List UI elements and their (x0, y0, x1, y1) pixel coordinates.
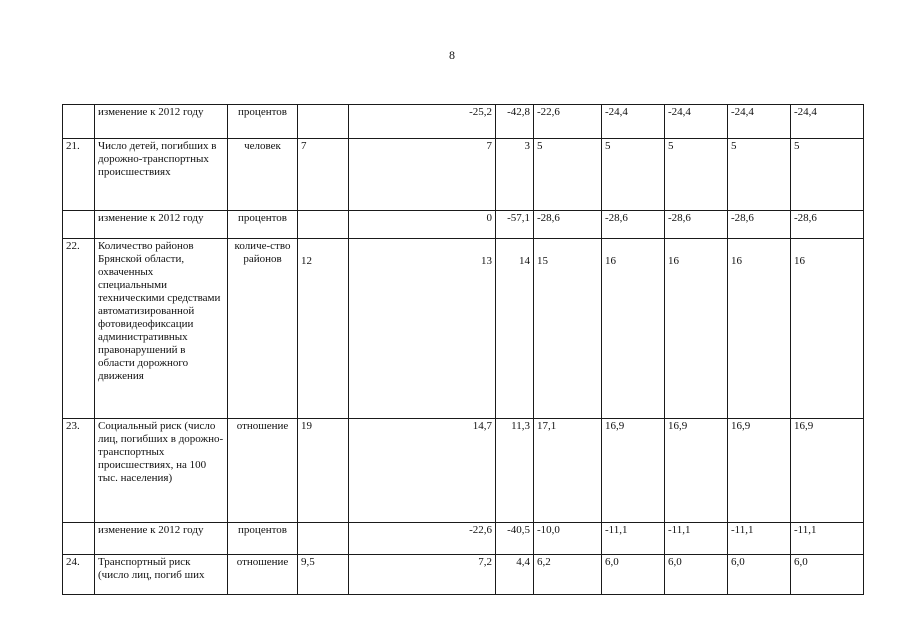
indicators-table (62, 104, 864, 595)
unit-cell: количе-ство районов (228, 239, 298, 419)
value-cell-5: 16,9 (602, 419, 665, 523)
table-row (63, 523, 864, 555)
row-number: 22. (63, 239, 95, 419)
value-cell-7: -11,1 (728, 523, 791, 555)
value-cell-4: 15 (534, 239, 602, 419)
row-number (63, 211, 95, 239)
value-cell-2: 0 (349, 211, 496, 239)
value-cell-7: 16 (728, 239, 791, 419)
row-number: 23. (63, 419, 95, 523)
unit-cell: процентов (228, 211, 298, 239)
value-cell-3: -57,1 (496, 211, 534, 239)
indicator-label: изменение к 2012 году (95, 211, 228, 239)
unit-cell: отношение (228, 419, 298, 523)
value-cell-6: -11,1 (665, 523, 728, 555)
value-cell-5: -11,1 (602, 523, 665, 555)
value-cell-1: 9,5 (298, 555, 349, 595)
value-cell-6: 16,9 (665, 419, 728, 523)
value-cell-8: 16,9 (791, 419, 864, 523)
row-number (63, 523, 95, 555)
table-row (63, 105, 864, 139)
value-cell-8: -24,4 (791, 105, 864, 139)
value-cell-4: -28,6 (534, 211, 602, 239)
value-cell-4: 5 (534, 139, 602, 211)
value-cell-4: 6,2 (534, 555, 602, 595)
value-cell-6: 6,0 (665, 555, 728, 595)
row-number: 24. (63, 555, 95, 595)
value-cell-8: -28,6 (791, 211, 864, 239)
value-cell-2: -25,2 (349, 105, 496, 139)
value-cell-2: -22,6 (349, 523, 496, 555)
table-row (63, 239, 864, 419)
value-cell-8: 6,0 (791, 555, 864, 595)
indicator-label: Транспортный риск (число лиц, погиб ших (95, 555, 228, 595)
unit-cell: процентов (228, 523, 298, 555)
value-cell-3: -40,5 (496, 523, 534, 555)
value-cell-3: 4,4 (496, 555, 534, 595)
value-cell-7: -24,4 (728, 105, 791, 139)
value-cell-2: 13 (349, 239, 496, 419)
value-cell-6: 16 (665, 239, 728, 419)
value-cell-5: 6,0 (602, 555, 665, 595)
value-cell-1: 19 (298, 419, 349, 523)
unit-cell: процентов (228, 105, 298, 139)
value-cell-2: 14,7 (349, 419, 496, 523)
value-cell-6: 5 (665, 139, 728, 211)
value-cell-7: 16,9 (728, 419, 791, 523)
value-cell-8: 16 (791, 239, 864, 419)
indicator-label: Количество районов Брянской области, охваченных специальными техническими средствами автоматизированной фотовидеофиксации административных правонарушений в области дорожного движения (95, 239, 228, 419)
value-cell-7: 5 (728, 139, 791, 211)
value-cell-3: 11,3 (496, 419, 534, 523)
value-cell-1 (298, 211, 349, 239)
table-row (63, 555, 864, 595)
page-number: 8 (449, 48, 455, 62)
value-cell-4: -10,0 (534, 523, 602, 555)
indicator-label: изменение к 2012 году (95, 523, 228, 555)
value-cell-5: 16 (602, 239, 665, 419)
value-cell-1: 7 (298, 139, 349, 211)
unit-cell: человек (228, 139, 298, 211)
value-cell-1 (298, 105, 349, 139)
value-cell-8: -11,1 (791, 523, 864, 555)
unit-cell: отношение (228, 555, 298, 595)
indicator-label: Число детей, погибших в дорожно-транспортных происшествиях (95, 139, 228, 211)
value-cell-5: 5 (602, 139, 665, 211)
table-row (63, 419, 864, 523)
value-cell-5: -28,6 (602, 211, 665, 239)
value-cell-7: -28,6 (728, 211, 791, 239)
value-cell-1 (298, 523, 349, 555)
value-cell-7: 6,0 (728, 555, 791, 595)
value-cell-3: 3 (496, 139, 534, 211)
value-cell-2: 7 (349, 139, 496, 211)
row-number (63, 105, 95, 139)
value-cell-5: -24,4 (602, 105, 665, 139)
row-number: 21. (63, 139, 95, 211)
table-row (63, 139, 864, 211)
value-cell-8: 5 (791, 139, 864, 211)
value-cell-4: 17,1 (534, 419, 602, 523)
value-cell-6: -24,4 (665, 105, 728, 139)
indicator-label: изменение к 2012 году (95, 105, 228, 139)
value-cell-4: -22,6 (534, 105, 602, 139)
value-cell-1: 12 (298, 239, 349, 419)
value-cell-3: 14 (496, 239, 534, 419)
value-cell-6: -28,6 (665, 211, 728, 239)
table-row (63, 211, 864, 239)
value-cell-2: 7,2 (349, 555, 496, 595)
indicator-label: Социальный риск (число лиц, погибших в дорожно-транспортных происшествиях, на 100 тыс. населения) (95, 419, 228, 523)
value-cell-3: -42,8 (496, 105, 534, 139)
